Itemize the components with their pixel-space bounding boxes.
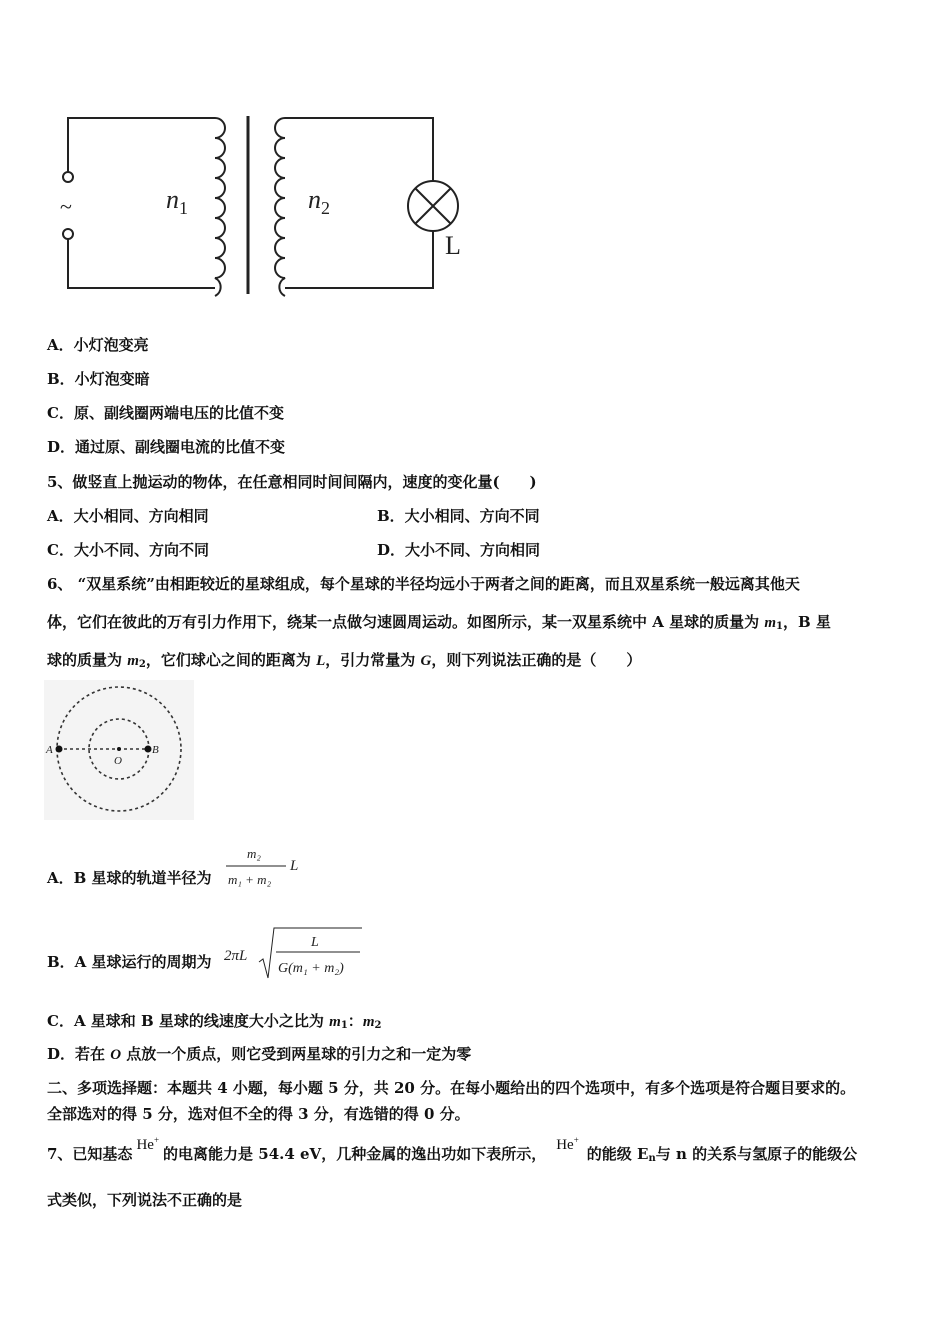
- svg-text:L: L: [311, 935, 319, 950]
- q4-option-c: C．原、副线圈两端电压的比值不变: [47, 404, 284, 422]
- ac-source-symbol: ~: [60, 194, 72, 219]
- q6-option-a: A．B 星球的轨道半径为: [47, 869, 212, 887]
- svg-text:G(m₁ + m₂): G(m₁ + m₂): [278, 961, 344, 976]
- secondary-turns-label: $n_2$: [308, 185, 330, 218]
- primary-turns-label: $n_1$: [166, 185, 188, 218]
- section2-instructions-line2: 全部选对的得 5 分，选对但不全的得 3 分，有选错的得 0 分。: [47, 1105, 470, 1123]
- center-o-label: O: [114, 755, 122, 767]
- svg-text:L: L: [290, 858, 299, 874]
- star-a-label: A: [46, 744, 53, 756]
- q5-option-c: C．大小不同、方向不同: [47, 541, 209, 559]
- q5-option-a: A．大小相同、方向相同: [47, 507, 209, 525]
- q4-option-d: D．通过原、副线圈电流的比值不变: [47, 438, 286, 456]
- q6-option-c: C．A 星球和 B 星球的线速度大小之比为 $m_1$：$m_2$: [47, 1012, 382, 1031]
- q7-stem-line2: 式类似，下列说法不正确的是: [47, 1191, 243, 1209]
- q6-option-a-formula: [222, 840, 312, 896]
- q5-stem: 5、做竖直上抛运动的物体，在任意相同时间间隔内，速度的变化量( ): [47, 473, 537, 491]
- q6-option-d: D．若在 O 点放一个质点，则它受到两星球的引力之和一定为零: [47, 1045, 472, 1063]
- section2-instructions-line1: 二、多项选择题：本题共 4 小题，每小题 5 分，共 20 分。在每小题给出的四个选项中，有多个选项是符合题目要求的。: [47, 1079, 856, 1097]
- star-b-label: B: [152, 744, 159, 756]
- q6-option-b-formula: [222, 922, 372, 984]
- q6-stem-line3: 球的质量为 $m_2$，它们球心之间的距离为 L，引力常量为 G，则下列说法正确的是（ ）: [47, 651, 642, 670]
- q4-option-b: B．小灯泡变暗: [47, 370, 150, 388]
- q6-option-b: B．A 星球运行的周期为: [47, 953, 212, 971]
- svg-text:2πL: 2πL: [224, 948, 248, 964]
- q7-stem-line1: 7、已知基态 He+的电离能力是 54.4 eV，几种金属的逸出功如下表所示， He+的能级 $E_n$与 n 的关系与氢原子的能级公: [47, 1135, 858, 1164]
- binary-star-diagram: [44, 680, 194, 820]
- q6-stem-line1: 6、 “双星系统”由相距较近的星球组成，每个星球的半径均远小于两者之间的距离，而且双星系统一般远离其他天: [47, 575, 800, 593]
- transformer-circuit-diagram: [50, 110, 490, 310]
- q4-option-a: A．小灯泡变亮: [47, 336, 149, 354]
- svg-text:m₂: m₂: [247, 846, 261, 861]
- lamp-label: L: [445, 231, 461, 260]
- svg-text:m₁ + m₂: m₁ + m₂: [228, 872, 272, 887]
- q5-option-d: D．大小不同、方向相同: [377, 541, 541, 559]
- q6-stem-line2: 体，它们在彼此的万有引力作用下，绕某一点做匀速圆周运动。如图所示，某一双星系统中 A 星球的质量为 $m_1$，B 星: [47, 613, 831, 632]
- q5-option-b: B．大小相同、方向不同: [377, 507, 540, 525]
